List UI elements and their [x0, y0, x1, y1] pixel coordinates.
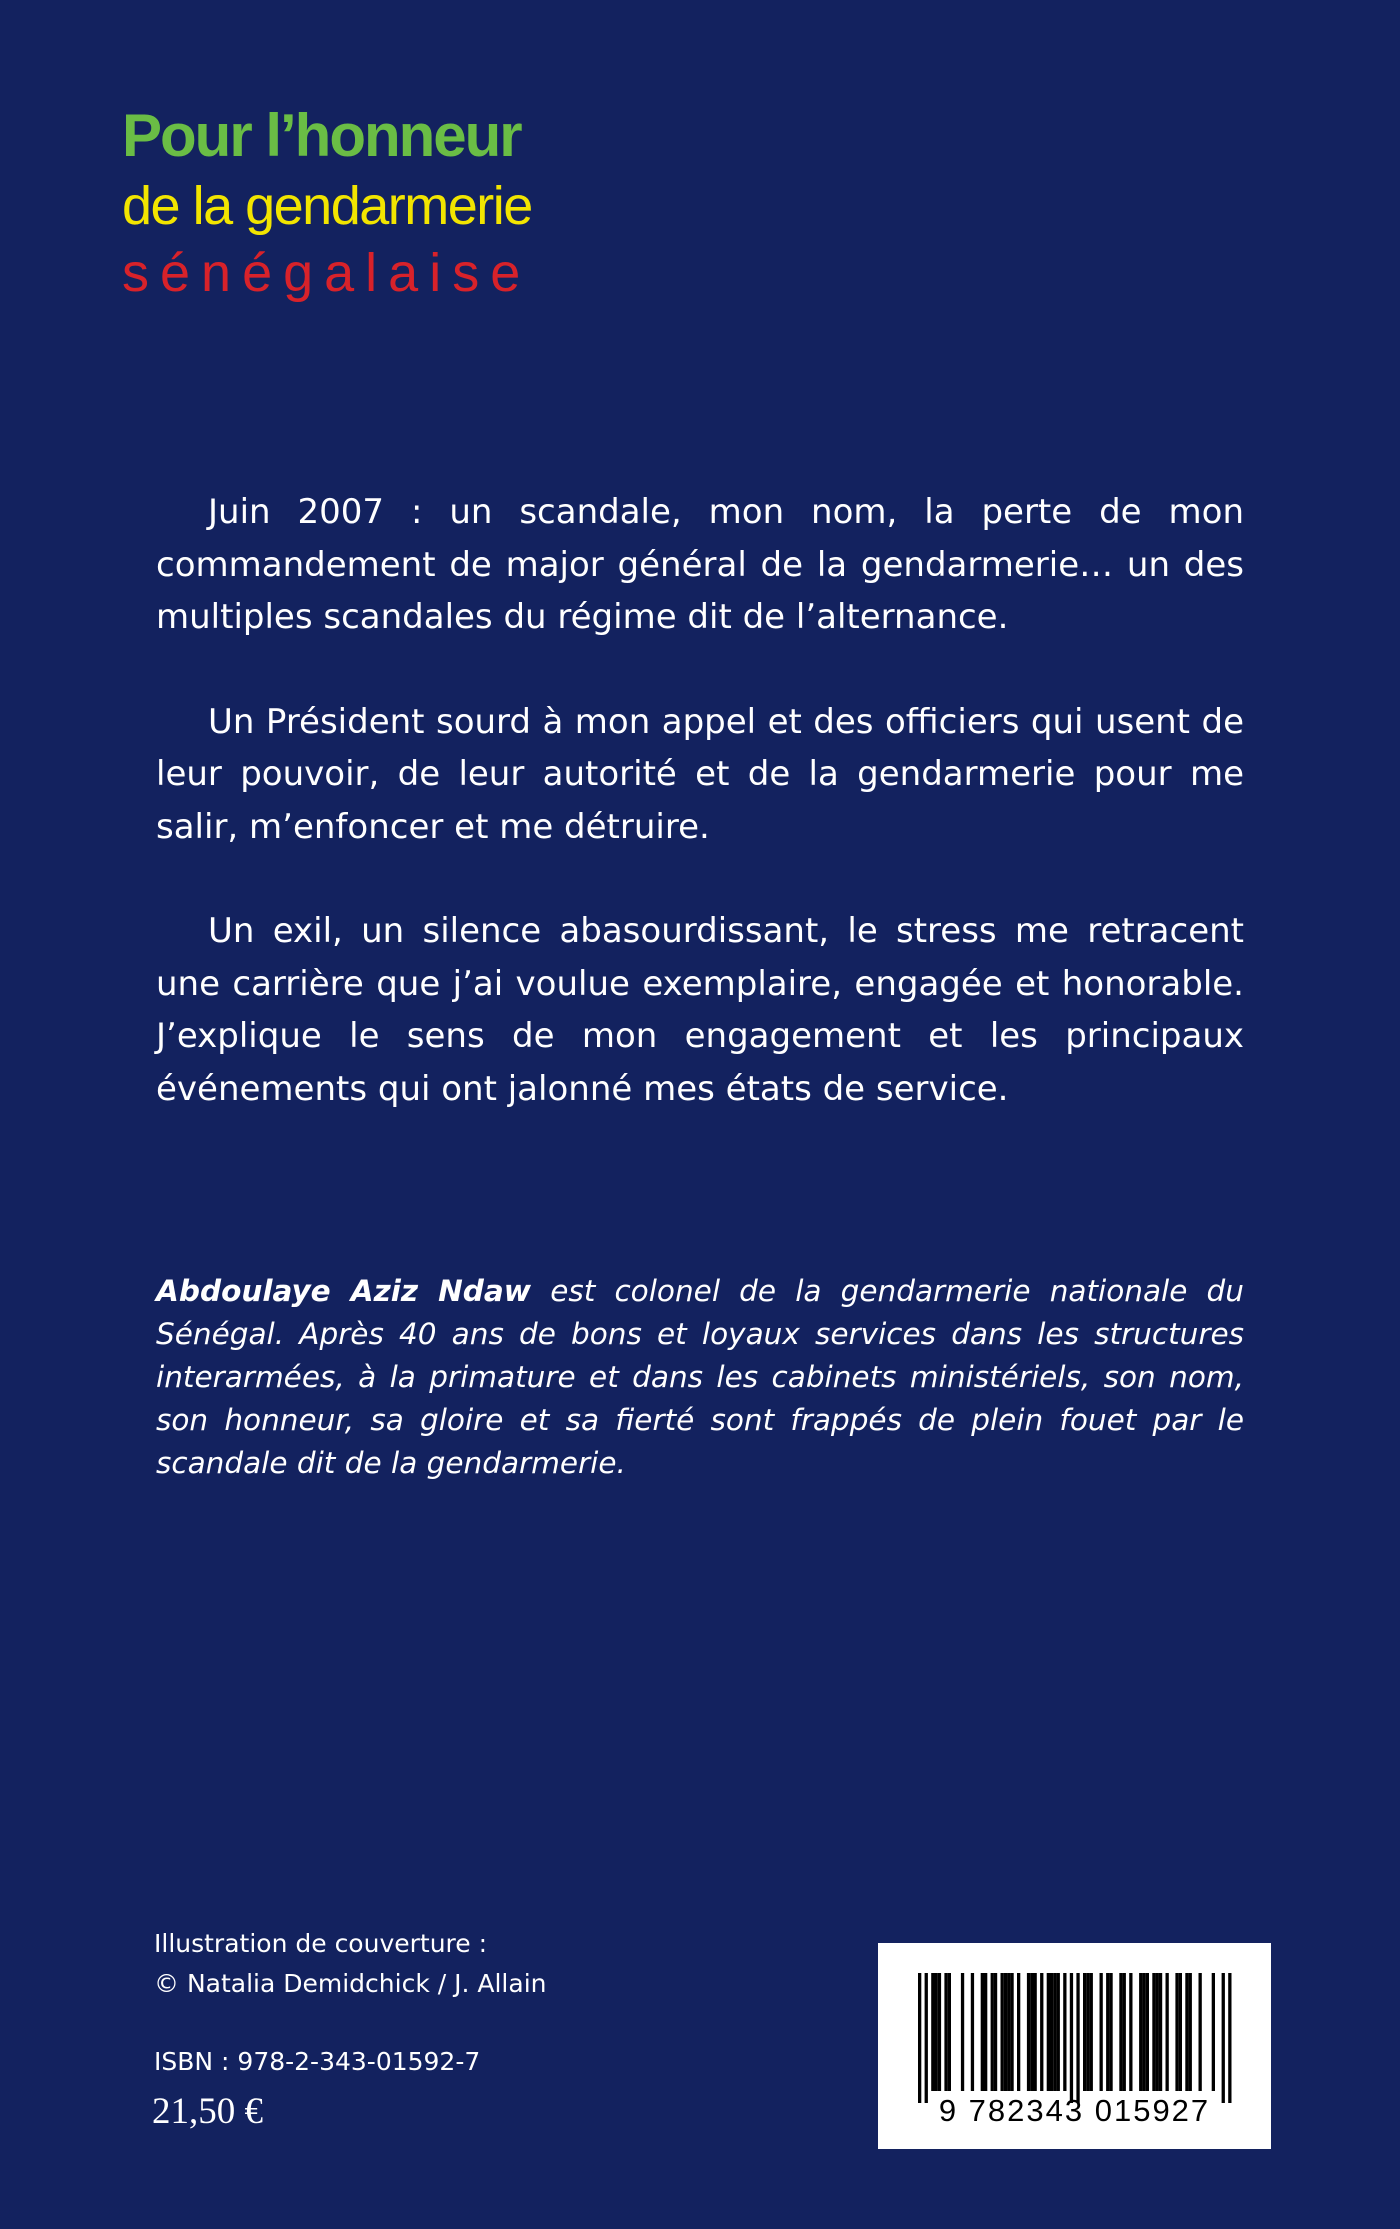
barcode-bar	[1050, 1973, 1053, 2091]
barcode-bar	[1109, 1973, 1112, 2091]
barcode-bar	[1222, 1973, 1225, 2103]
barcode-bar	[1034, 1973, 1037, 2091]
barcode-bar	[1189, 1973, 1192, 2091]
barcode-bar	[1175, 1973, 1178, 2091]
author-name: Abdoulaye Aziz Ndaw	[156, 1274, 532, 1308]
barcode-digits: 9 782343 015927	[938, 2093, 1211, 2128]
price: 21,50 €	[152, 2091, 263, 2132]
barcode-bar	[1166, 1973, 1169, 2091]
barcode-bar	[931, 1973, 934, 2091]
book-title	[122, 100, 682, 306]
barcode-bar	[1119, 1973, 1122, 2091]
barcode-bar	[938, 1973, 941, 2091]
barcode-bar	[984, 1973, 987, 2091]
isbn: ISBN : 978-2-343-01592-7	[154, 2047, 481, 2076]
title-line-3: sénégalaise	[122, 243, 532, 303]
barcode-bar	[1139, 1973, 1142, 2091]
barcode-bar	[935, 1973, 938, 2091]
barcode-bar	[948, 1973, 951, 2091]
barcode	[878, 1943, 1271, 2149]
barcode-bar	[1007, 1973, 1010, 2091]
blurb-paragraph-1: Juin 2007 : un scandale, mon nom, la perte de mon commandement de major général de la gendarmerie… un des multiples scandales du régime dit de l’alternance.	[156, 492, 1244, 637]
title-line-1: Pour l’honneur	[122, 102, 521, 169]
blurb	[156, 486, 1244, 1167]
barcode-bar	[1185, 1973, 1188, 2091]
author-bio-text: est colonel de la gendarmerie nationale du Sénégal. Après 40 ans de bons et loyaux services dans les structures interarmées, à la primature et dans les cabinets ministériels, son nom, son honneur, sa gloire et sa fierté sont frappés de plein fouet par le scandale dit de la gendarmerie.	[156, 1274, 1244, 1480]
barcode-bar	[1063, 1973, 1066, 2091]
barcode-bar	[1156, 1973, 1159, 2091]
barcode-bar	[1040, 1973, 1043, 2091]
barcode-bar	[1057, 1973, 1060, 2091]
barcode-bar	[1106, 1973, 1109, 2091]
blurb-paragraph-3: Un exil, un silence abasourdissant, le stress me retracent une carrière que j’ai voulue exemplaire, engagée et honorable. J’explique le sens de mon engagement et les principaux événements qui ont jalonné mes états de service.	[156, 911, 1244, 1109]
cover-credits	[154, 1924, 547, 2004]
barcode-bar	[1017, 1973, 1020, 2091]
barcode-bar	[1159, 1973, 1162, 2091]
credits-value: © Natalia Demidchick / J. Allain	[154, 1969, 547, 1998]
barcode-bar	[1146, 1973, 1149, 2091]
barcode-bar	[991, 1973, 994, 2091]
blurb-paragraph-2: Un Président sourd à mon appel et des officiers qui usent de leur pouvoir, de leur autorité et de la gendarmerie pour me salir, m’enfoncer et me détruire.	[156, 701, 1244, 847]
barcode-bar	[1047, 1973, 1050, 2091]
barcode-bar	[1152, 1973, 1155, 2091]
barcode-bar	[1070, 1973, 1073, 2103]
barcode-bar	[981, 1973, 984, 2091]
barcode-bar	[994, 1973, 997, 2091]
barcode-bar	[1212, 1973, 1215, 2091]
barcode-bar	[1001, 1973, 1004, 2091]
barcode-bar	[1199, 1973, 1202, 2091]
barcode-bar	[925, 1973, 928, 2103]
author-bio	[156, 1270, 1244, 1485]
credits-label: Illustration de couverture :	[154, 1929, 488, 1958]
barcode-bar	[1004, 1973, 1007, 2091]
barcode-bar	[1053, 1973, 1056, 2091]
barcode-bar	[1090, 1973, 1093, 2091]
title-line-2: de la gendarmerie	[122, 176, 532, 236]
barcode-bar	[1030, 1973, 1033, 2091]
barcode-bar	[1010, 1973, 1013, 2091]
barcode-bar	[1123, 1973, 1126, 2091]
barcode-bar	[1086, 1973, 1089, 2091]
barcode-bar	[1179, 1973, 1182, 2091]
barcode-bar	[961, 1973, 964, 2091]
barcode-bar	[1083, 1973, 1086, 2091]
barcode-bar	[971, 1973, 974, 2091]
barcode-bar	[918, 1973, 921, 2103]
barcode-bar	[1142, 1973, 1145, 2091]
barcode-bar	[1129, 1973, 1132, 2091]
barcode-bar	[944, 1973, 947, 2091]
barcode-bar	[1228, 1973, 1231, 2103]
barcode-bar	[1100, 1973, 1103, 2091]
barcode-bar	[1027, 1973, 1030, 2091]
barcode-bar	[1076, 1973, 1079, 2103]
